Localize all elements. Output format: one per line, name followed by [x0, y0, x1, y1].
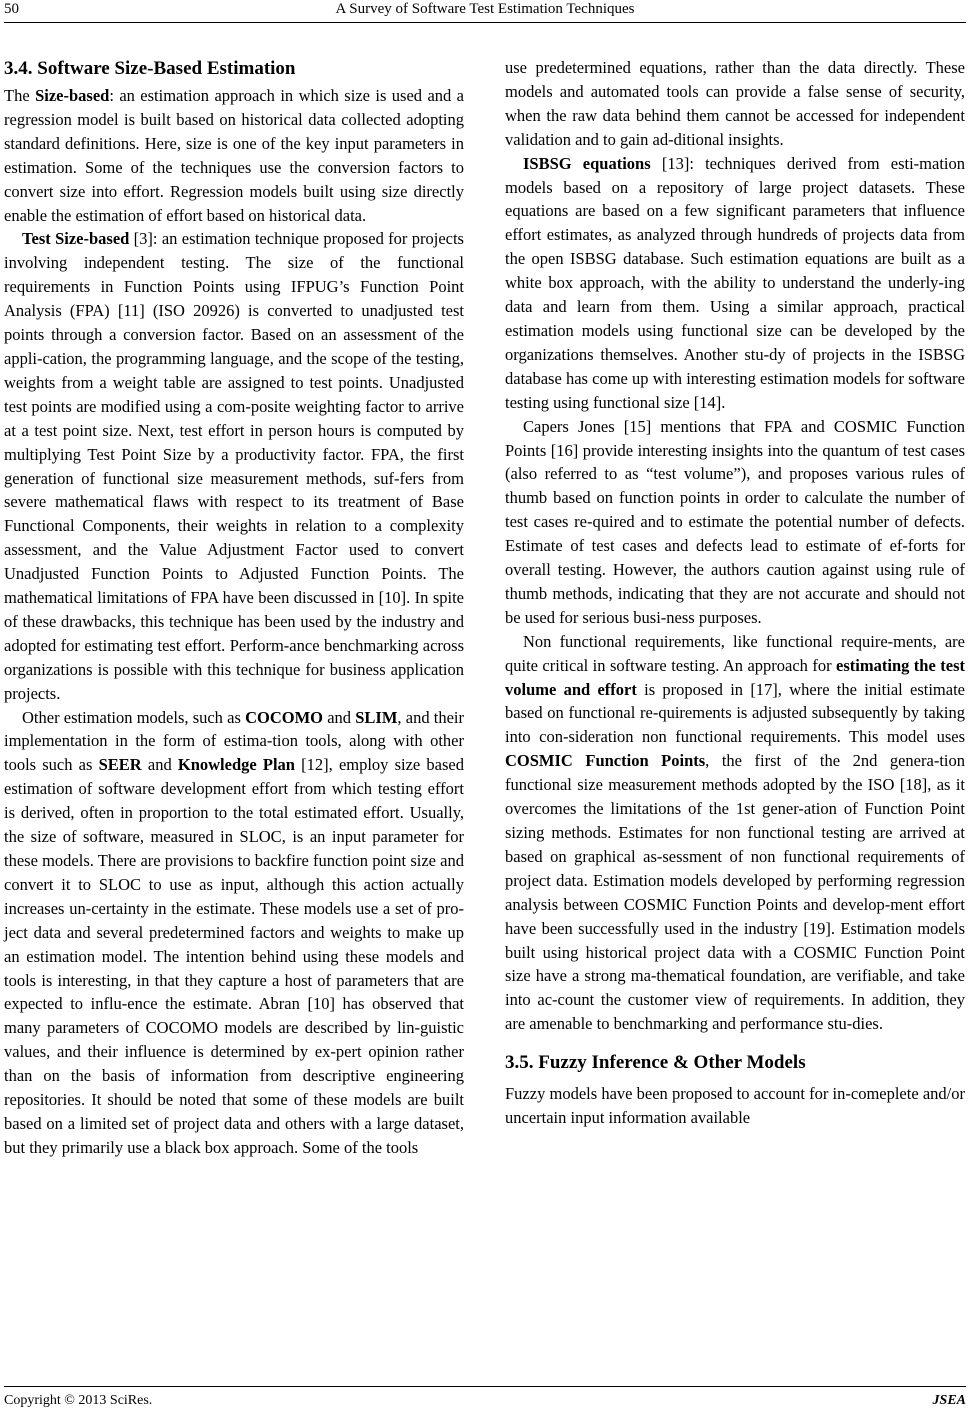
paragraph-size-based: The Size-based: an estimation approach in which size is used and a regression model is built based on historical data collected adopting standard definitions. Here, size is one of the key input parameters in estimation. Some of the techniques use the conversion factors to convert size into effort. Regression models built using size directly enable the estimation of effort based on historical data. — [4, 86, 465, 225]
left-column — [4, 56, 464, 1160]
paragraph-continued: use predetermined equations, rather than the data directly. These models and automated tools can provide a false sense of security, when the raw data behind them cannot be accessed for independent validation and to gain ad-ditional insights. — [505, 58, 965, 149]
copyright-notice: Copyright © 2013 SciRes. — [4, 1393, 153, 1408]
term-seer: SEER — [98, 755, 142, 775]
paragraph-other-models: Other estimation models, such as COCOMO and SLIM, and their implementation in the form of estima-tion tools, along with other tools such as SEER and Knowledge Plan [12], employ size based estimation of software development effort from which testing effort is derived, often in proportion to the total estimated effort. Usually, the size of software, measured in SLOC, is an input parameter for these models. There are provisions to backfire function point size and convert it to SLOC to use as input, although this action actually increases un-certainty in the estimate. These models use a set of pro-ject data and several predetermined factors and weights to make up an estimation model. The intention behind using these models and tools is interesting, in that they capture a host of parameters that are expected to influ-ence the estimate. Abran [10] has observed that many parameters of COCOMO models are described by lin-guistic values, and their influence is determined by ex-pert opinion rather than on the basis of information from descriptive engineering repositories. It should be noted that some of these models are built based on a limited set of project data and others with a large dataset, but they primarily use a black box approach. Some of the tools — [4, 707, 465, 1157]
running-title: A Survey of Software Test Estimation Techniques — [335, 1, 635, 17]
page-number: 50 — [4, 1, 19, 17]
header-divider — [4, 22, 966, 23]
term-size-based: Size-based — [35, 86, 110, 105]
term-knowledge-plan: Knowledge Plan — [177, 755, 295, 775]
journal-abbrev: JSEA — [932, 1393, 966, 1408]
paragraph-test-size-based: Test Size-based [3]: an estimation technique proposed for projects involving independent testing. The size of the functional requirements in Function Points using IFPUG’s Function Point Analysis (FPA) [11] (ISO 20926) is converted to unadjusted test points through a conversion factor. Based on an assessment of the appli-cation, the programming language, and the scope of the testing, weights from a weight table are assigned to test points. Unadjusted test points are modified using a com-posite weighting factor to arrive at a test point size. Next, test effort in person hours is computed by multiplying Test Point Size by a productivity factor. FPA, the first generation of functional size measurement methods, suf-fers from severe mathematical flaws with respect to its treatment of Base Functional Components, their weights in relation to a complexity assessment, and the Value Adjustment Factor used to convert Unadjusted Function Points to Adjusted Function Points. The mathematical limitations of FPA have been discussed in [10]. In spite of these drawbacks, this technique has been used by the industry and adopted for estimating test effort. Perform-ance benchmarking across organizations is possible with this technique for business application projects. — [4, 229, 464, 703]
paragraph-fuzzy: Fuzzy models have been proposed to account for in-comeplete and/or uncertain input information available — [505, 1084, 965, 1128]
term-test-size-based: Test Size-based — [22, 229, 130, 249]
section-heading-3-5: 3.5. Fuzzy Inference & Other Models — [505, 1052, 806, 1074]
right-column — [505, 56, 965, 1130]
footer-divider — [4, 1386, 966, 1387]
paragraph-non-functional: Non functional requirements, like functional require-ments, are quite critical in software testing. An approach for estimating the test volume and effort is proposed in [17], where the initial estimate based on functional re-quirements is adjusted subsequently by taking into con-sideration non functional requirements. This model uses COSMIC Function Points, the first of the 2nd genera-tion functional size measurement methods adopted by the ISO [18], as it overcomes the limitations of the 1st gener-ation of Function Point sizing methods. Estimates for non functional testing are arrived at based on graphical as-sessment of non functional requirements of project data. Estimation models developed by performing regression analysis between COSMIC Function Points and develop-ment effort have been successfully used in the industry [19]. Estimation models built using historical project data with a COSMIC Function Point size have a strong ma-thematical foundation, are verifiable, and take into ac-count the customer view of requirements. In addition, they are amenable to benchmarking and performance stu-dies. — [505, 631, 965, 1034]
term-cocomo: COCOMO — [245, 707, 323, 727]
term-slim: SLIM — [355, 707, 398, 727]
term-test-volume-effort: estimating the test volume and effort — [505, 655, 965, 699]
section-heading-3-4: 3.4. Software Size-Based Estimation — [4, 58, 296, 79]
paragraph-isbsg: ISBSG equations [13]: techniques derived from esti-mation models based on a repository of large project datasets. These equations are based on a few significant parameters that influence effort estimates, as analyzed through hundreds of projects data from the open ISBSG database. Such estimation equations are built as a white box approach, with the ability to understand the underly-ing data and learn from them. Using a similar approach, practical estimation models using functional size can be developed by the organizations themselves. Another stu-dy of projects in the ISBSG database has come up with interesting estimation models for software testing using functional size [14]. — [505, 153, 965, 412]
term-cosmic-function-points: COSMIC Function Points — [505, 751, 706, 771]
paragraph-capers-jones: Capers Jones [15] mentions that FPA and COSMIC Function Points [16] provide interesting insights into the quantum of test cases (also referred to as “test volume”), and proposes various rules of thumb based on function points in order to calculate the number of test cases re-quired and to estimate the potential number of defects. Estimate of test cases and defects lead to estimate of ef-forts for overall testing. However, the authors caution against using rule of thumb methods, indicating that they are not accurate and should not be used for serious busi-ness purposes. — [505, 416, 965, 627]
term-isbsg-equations: ISBSG equations — [523, 153, 651, 173]
